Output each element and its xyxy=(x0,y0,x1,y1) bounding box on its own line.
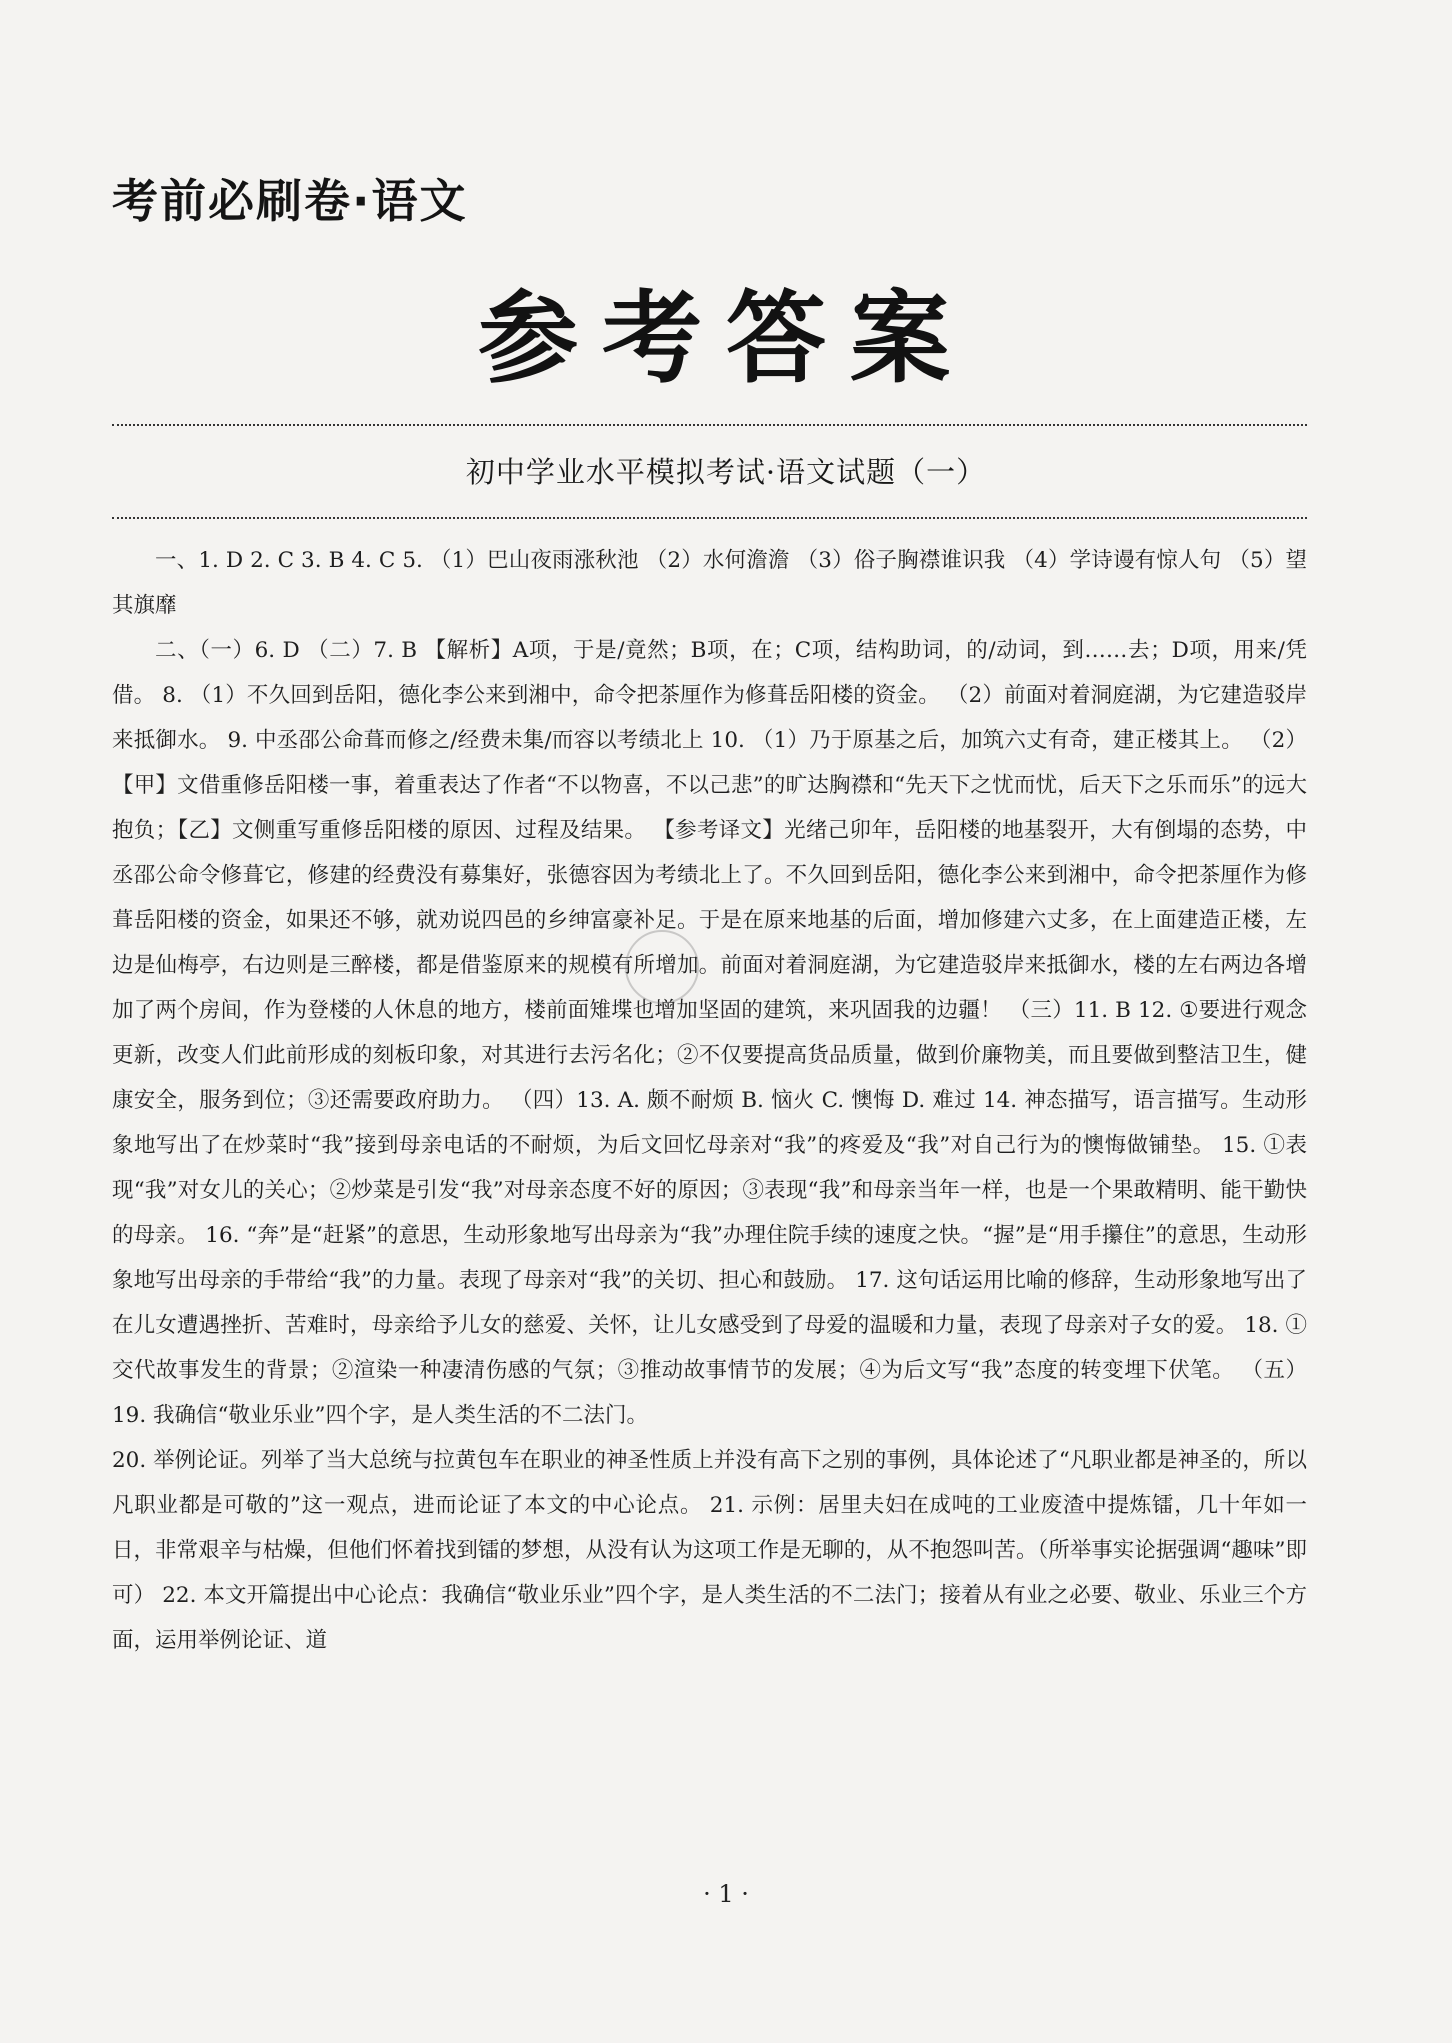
answer-paragraph-3: 20. 举例论证。列举了当大总统与拉黄包车在职业的神圣性质上并没有高下之别的事例，具体论述了“凡职业都是神圣的，所以凡职业都是可敬的”这一观点，进而论证了本文的中心论点。 21. 示例：居里夫妇在成吨的工业废渣中提炼镭，几十年如一日，非常艰辛与枯燥，但他们怀着找到镭的梦想，从没有认为这项工作是无聊的，从不抱怨叫苦。（所举事实论据强调“趣味”即可） 22. 本文开篇提出中心论点：我确信“敬业乐业”四个字，是人类生活的不二法门；接着从有业之必要、敬业、乐业三个方面，运用举例论证、道 xyxy=(112,1448,1307,1653)
page-number: · 1 · xyxy=(703,1880,749,1908)
dotted-divider-top xyxy=(112,424,1307,426)
watermark-stamp-icon xyxy=(625,930,699,1004)
exam-title: 初中学业水平模拟考试·语文试题（一） xyxy=(465,455,987,489)
series-title: 考前必刷卷·语文 xyxy=(112,174,468,228)
page-title: 参考答案 xyxy=(478,280,974,397)
answer-paragraph-1: 一、1. D 2. C 3. B 4. C 5. （1）巴山夜雨涨秋池 （2）水何澹澹 （3）俗子胸襟谁识我 （4）学诗谩有惊人句 （5）望其旗靡 xyxy=(112,548,1307,618)
answer-paragraph-2: 二、（一）6. D （二）7. B 【解析】A项，于是/竟然；B项，在；C项，结构助词，的/动词，到……去；D项，用来/凭借。 8. （1）不久回到岳阳，德化李公来到湘中，命令把茶厘作为修葺岳阳楼的资金。 （2）前面对着洞庭湖，为它建造驳岸来抵御水。 9. 中丞邵公命葺而修之/经费未集/而容以考绩北上 10. （1）乃于原基之后，加筑六丈有奇，建正楼其上。 （2）【甲】文借重修岳阳楼一事，着重表达了作者“不以物喜，不以己悲”的旷达胸襟和“先天下之忧而忧，后天下之乐而乐”的远大抱负；【乙】文侧重写重修岳阳楼的原因、过程及结果。 【参考译文】光绪己卯年，岳阳楼的地基裂开，大有倒塌的态势，中丞邵公命令修葺它，修建的经费没有募集好，张德容因为考绩北上了。不久回到岳阳，德化李公来到湘中，命令把茶厘作为修葺岳阳楼的资金，如果还不够，就劝说四邑的乡绅富豪补足。于是在原来地基的后面，增加修建六丈多，在上面建造正楼，左边是仙梅亭，右边则是三醉楼，都是借鉴原来的规模有所增加。前面对着洞庭湖，为它建造驳岸来抵御水，楼的左右两边各增加了两个房间，作为登楼的人休息的地方，楼前面雉堞也增加坚固的建筑，来巩固我的边疆！ （三）11. B 12. ①要进行观念更新，改变人们此前形成的刻板印象，对其进行去污名化；②不仅要提高货品质量，做到价廉物美，而且要做到整洁卫生，健康安全，服务到位；③还需要政府助力。 （四）13. A. 颇不耐烦 B. 恼火 C. 懊悔 D. 难过 14. 神态描写，语言描写。生动形象地写出了在炒菜时“我”接到母亲电话的不耐烦，为后文回忆母亲对“我”的疼爱及“我”对自己行为的懊悔做铺垫。 15. ①表现“我”对女儿的关心；②炒菜是引发“我”对母亲态度不好的原因；③表现“我”和母亲当年一样，也是一个果敢精明、能干勤快的母亲。 16. “奔”是“赶紧”的意思，生动形象地写出母亲为“我”办理住院手续的速度之快。“握”是“用手攥住”的意思，生动形象地写出母亲的手带给“我”的力量。表现了母亲对“我”的关切、担心和鼓励。 17. 这句话运用比喻的修辞，生动形象地写出了在儿女遭遇挫折、苦难时，母亲给予儿女的慈爱、关怀，让儿女感受到了母爱的温暖和力量，表现了母亲对子女的爱。 18. ①交代故事发生的背景；②渲染一种凄清伤感的气氛；③推动故事情节的发展；④为后文写“我”态度的转变埋下伏笔。 （五）19. 我确信“敬业乐业”四个字，是人类生活的不二法门。 xyxy=(112,638,1307,1428)
answer-body xyxy=(112,538,1307,1663)
dotted-divider-bottom xyxy=(112,517,1307,519)
